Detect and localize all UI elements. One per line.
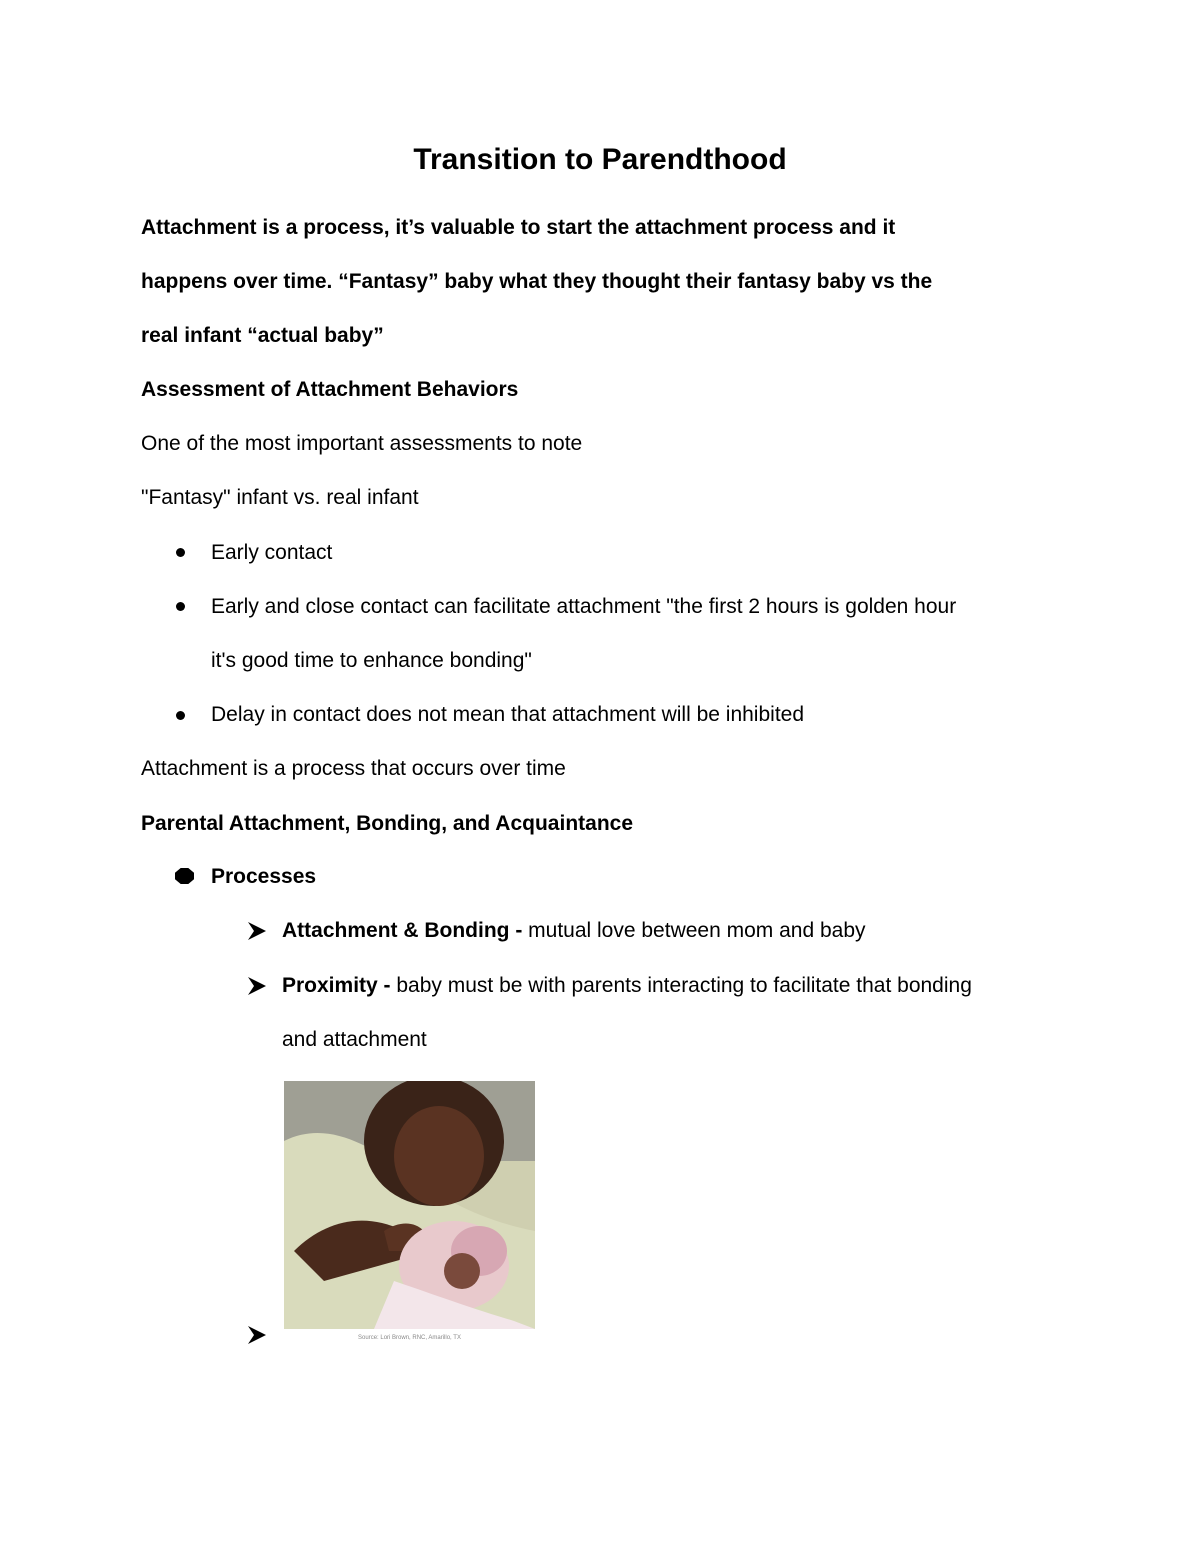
bullet-icon (176, 548, 185, 557)
sub-item-term: Attachment & Bonding - (282, 919, 523, 942)
processes-label: Processes (211, 865, 317, 888)
bullet-item-close-contact-cont: it's good time to enhance bonding" (211, 649, 532, 672)
arrow-bullet-icon (247, 976, 267, 996)
section-heading-parental: Parental Attachment, Bonding, and Acquaintance (141, 812, 634, 835)
bullet-large-icon (175, 868, 194, 884)
sub-item-desc: mutual love between mom and baby (522, 919, 866, 942)
arrow-bullet-icon (247, 921, 267, 941)
section-heading-assessment: Assessment of Attachment Behaviors (141, 378, 519, 401)
sub-item-attachment (282, 916, 866, 946)
bullet-item-early-contact: Early contact (211, 541, 333, 564)
intro-line-1: Attachment is a process, it’s valuable to start the attachment process and it (141, 216, 896, 239)
photo-caption: Source: Lori Brown, RNC, Amarillo, TX (358, 1335, 461, 1341)
assessment-text-2: "Fantasy" infant vs. real infant (141, 486, 419, 509)
bullet-icon (176, 602, 185, 611)
assessment-closing: Attachment is a process that occurs over time (141, 757, 566, 780)
bullet-item-close-contact: Early and close contact can facilitate attachment "the first 2 hours is golden hour (211, 595, 957, 618)
mother-infant-photo (284, 1081, 535, 1329)
sub-item-term: Proximity - (282, 974, 391, 997)
sub-item-desc: baby must be with parents interacting to facilitate that bonding (390, 974, 972, 997)
sub-item-proximity (282, 971, 972, 1001)
arrow-bullet-icon (247, 1325, 267, 1345)
document-title: Transition to Parendthood (413, 143, 787, 176)
bullet-icon (176, 711, 185, 720)
intro-line-3: real infant “actual baby” (141, 324, 384, 347)
intro-line-2: happens over time. “Fantasy” baby what they thought their fantasy baby vs the (141, 270, 933, 293)
assessment-text-1: One of the most important assessments to note (141, 432, 583, 455)
bullet-item-delay: Delay in contact does not mean that attachment will be inhibited (211, 703, 805, 726)
sub-item-proximity-cont: and attachment (282, 1028, 427, 1051)
